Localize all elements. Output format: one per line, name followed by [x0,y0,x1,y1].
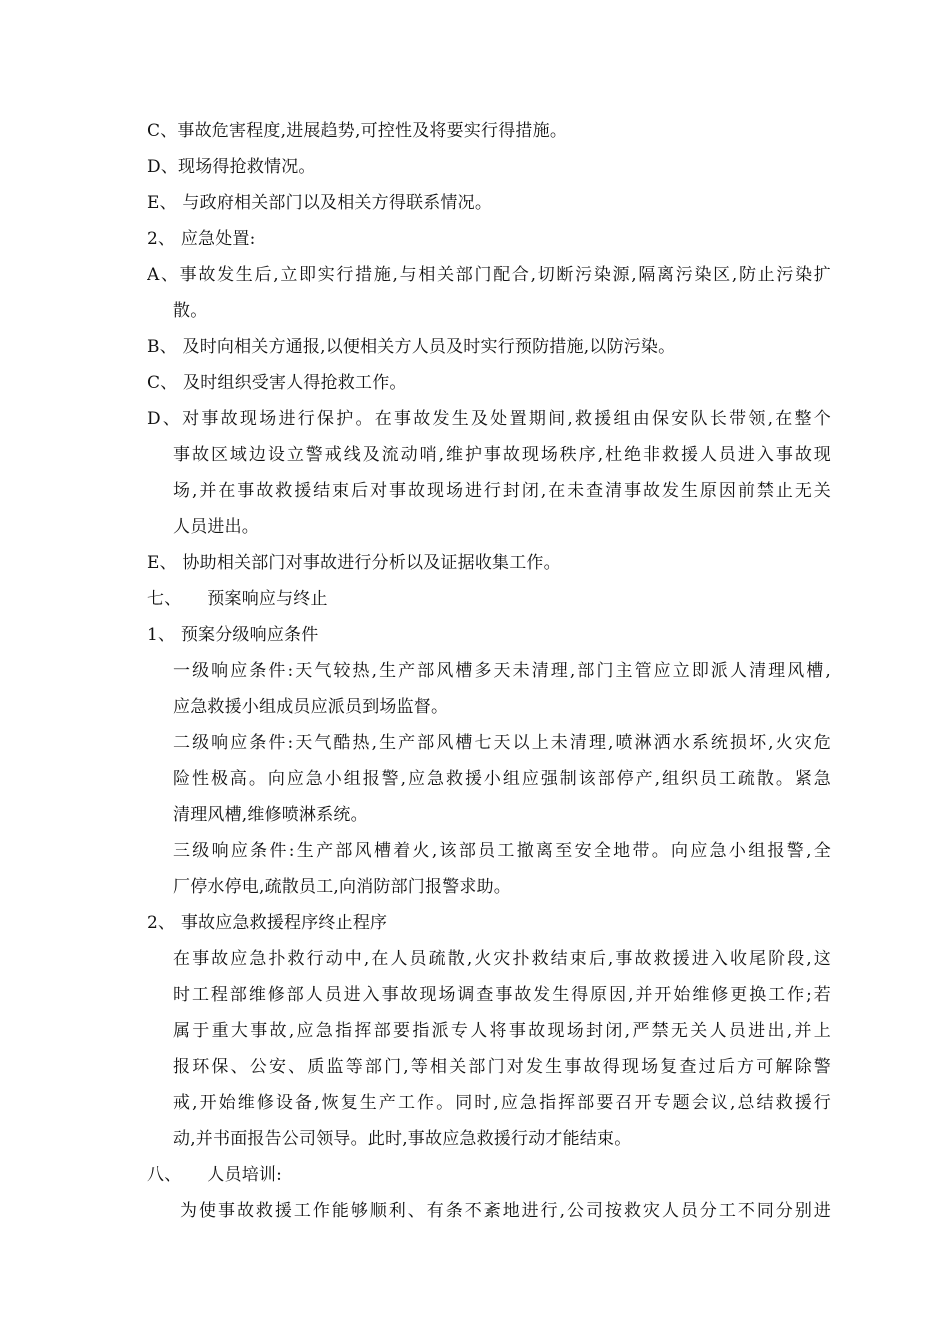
text-line: 二级响应条件:天气酷热,生产部风槽七天以上未清理,喷淋洒水系统损坏,火灾危 [173,733,831,753]
section-heading: 七、 预案响应与终止 [147,589,328,609]
text-line: 报环保、公安、质监等部门,等相关部门对发生事故得现场复查过后方可解除警 [173,1057,831,1077]
text-line: 动,并书面报告公司领导。此时,事故应急救援行动才能结束。 [173,1129,632,1149]
text-line: 场,并在事故救援结束后对事故现场进行封闭,在未查清事故发生原因前禁止无关 [173,481,831,501]
text-line: C、 及时组织受害人得抢救工作。 [147,373,407,393]
text-line: A、事故发生后,立即实行措施,与相关部门配合,切断污染源,隔离污染区,防止污染扩 [147,265,831,285]
text-line: E、 与政府相关部门以及相关方得联系情况。 [147,193,493,213]
text-line: 险性极高。向应急小组报警,应急救援小组应强制该部停产,组织员工疏散。紧急 [173,769,831,789]
text-line: D、现场得抢救情况。 [147,157,316,177]
text-line: 应急救援小组成员应派员到场监督。 [173,697,449,717]
subsection-heading: 1、 预案分级响应条件 [147,625,319,645]
text-line: B、 及时向相关方通报,以便相关方人员及时实行预防措施,以防污染。 [147,337,676,357]
text-line: E、 协助相关部门对事故进行分析以及证据收集工作。 [147,553,561,573]
text-line: 厂停水停电,疏散员工,向消防部门报警求助。 [173,877,512,897]
section-heading: 八、 人员培训: [147,1165,283,1185]
text-line: C、事故危害程度,进展趋势,可控性及将要实行得措施。 [147,121,568,141]
text-line: 戒,开始维修设备,恢复生产工作。同时,应急指挥部要召开专题会议,总结救援行 [173,1093,831,1113]
text-line: 人员进出。 [173,517,259,537]
text-line: 时工程部维修部人员进入事故现场调查事故发生得原因,并开始维修更换工作;若 [173,985,831,1005]
subsection-heading: 2、 事故应急救援程序终止程序 [147,913,388,933]
text-line: 为使事故救援工作能够顺利、有条不紊地进行,公司按救灾人员分工不同分别进 [180,1201,831,1221]
text-line: 清理风槽,维修喷淋系统。 [173,805,368,825]
text-line: D、对事故现场进行保护。在事故发生及处置期间,救援组由保安队长带领,在整个 [147,409,831,429]
text-line: 在事故应急扑救行动中,在人员疏散,火灾扑救结束后,事故救援进入收尾阶段,这 [173,949,831,969]
text-line: 事故区域边设立警戒线及流动哨,维护事故现场秩序,杜绝非救援人员进入事故现 [173,445,831,465]
text-line: 散。 [173,301,208,321]
text-line: 2、 应急处置: [147,229,256,249]
text-line: 一级响应条件:天气较热,生产部风槽多天未清理,部门主管应立即派人清理风槽, [173,661,831,681]
text-line: 三级响应条件:生产部风槽着火,该部员工撤离至安全地带。向应急小组报警,全 [173,841,831,861]
text-line: 属于重大事故,应急指挥部要指派专人将事故现场封闭,严禁无关人员进出,并上 [173,1021,831,1041]
